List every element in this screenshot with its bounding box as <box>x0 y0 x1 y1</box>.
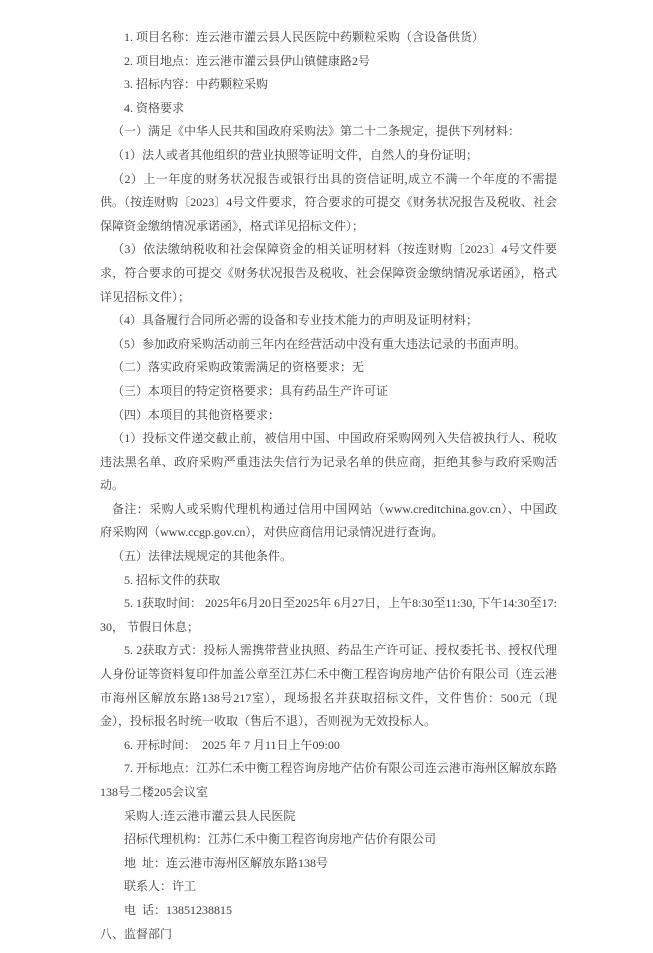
paragraph: （3）依法缴纳税收和社会保障资金的相关证明材料（按连财购〔2023〕4号文件要求，符合要求的可提交《财务状况报告及税收、社会保障资金缴纳情况承诺函》，格式详见招标文件）； <box>100 242 557 304</box>
paragraph: （5）参加政府采购活动前三年内在经营活动中没有重大违法记录的书面声明。 <box>112 336 527 351</box>
paragraph: 招标代理机构：江苏仁禾中衡工程咨询房地产估价有限公司 <box>124 832 437 847</box>
paragraph: 6. 开标时间： 2025 年 7 月11日上午09:00 <box>124 737 340 752</box>
paragraph: 2. 项目地点：连云港市灌云县伊山镇健康路2号 <box>124 53 371 68</box>
document-body <box>100 26 557 946</box>
paragraph: 备注：采购人或采购代理机构通过信用中国网站（www.creditchina.gov.cn）、中国政府采购网（www.ccgp.gov.cn），对供应商信用记录情况进行查询。 <box>100 501 557 540</box>
paragraph: （1）法人或者其他组织的营业执照等证明文件，自然人的身份证明； <box>112 147 479 162</box>
paragraph: （4）具备履行合同所必需的设备和专业技术能力的声明及证明材料； <box>112 313 479 328</box>
paragraph: 采购人:连云港市灌云县人民医院 <box>124 808 296 823</box>
paragraph: 八、监督部门 <box>100 926 173 941</box>
paragraph: 地 址：连云港市海州区解放东路138号 <box>124 855 329 870</box>
paragraph: 5. 1获取时间： 2025年6月20日至2025年 6月27日，上午8:30至11:30, 下午14:30至17:30， 节假日休息； <box>100 596 557 634</box>
paragraph: （一）满足《中华人民共和国政府采购法》第二十二条规定，提供下列材料： <box>112 124 521 139</box>
paragraph: 3. 招标内容：中药颗粒采购 <box>124 77 269 92</box>
paragraph: （三）本项目的特定资格要求：具有药品生产许可证 <box>112 383 389 398</box>
paragraph: （五）法律法规规定的其他条件。 <box>112 549 293 564</box>
paragraph: 5. 招标文件的获取 <box>124 572 221 587</box>
paragraph: 联系人：许工 <box>124 879 197 894</box>
paragraph: 7. 开标地点：江苏仁禾中衡工程咨询房地产估价有限公司连云港市海州区解放东路138号二楼205会议室 <box>100 761 557 799</box>
paragraph: 5. 2获取方式：投标人需携带营业执照、药品生产许可证、授权委托书、授权代理人身份证等资料复印件加盖公章至江苏仁禾中衡工程咨询房地产估价有限公司（连云港市海州区解放东路138号217室），现场报名并获取招标文件，文件售价：500元（现金），投标报名时统一收取（售后不退），否则视为无效投标人。 <box>100 643 557 729</box>
paragraph: 1. 项目名称：连云港市灌云县人民医院中药颗粒采购（含设备供货） <box>124 30 485 44</box>
paragraph: （二）落实政府采购政策需满足的资格要求：无 <box>112 360 365 375</box>
paragraph: （1）投标文件递交截止前，被信用中国、中国政府采购网列入失信被执行人、税收违法黑名单、政府采购严重违法失信行为记录名单的供应商，拒绝其参与政府采购活动。 <box>100 431 557 493</box>
paragraph: 4. 资格要求 <box>124 100 185 115</box>
paragraph: （四）本项目的其他资格要求： <box>112 407 281 422</box>
paragraph: （2）上一年度的财务状况报告或银行出具的资信证明,成立不满一个年度的不需提供。（按连财购〔2023〕4号文件要求，符合要求的可提交《财务状况报告及税收、社会保障资金缴纳情况承诺函》，格式详见招标文件）； <box>100 171 557 233</box>
paragraph: 电 话：13851238815 <box>124 902 233 917</box>
